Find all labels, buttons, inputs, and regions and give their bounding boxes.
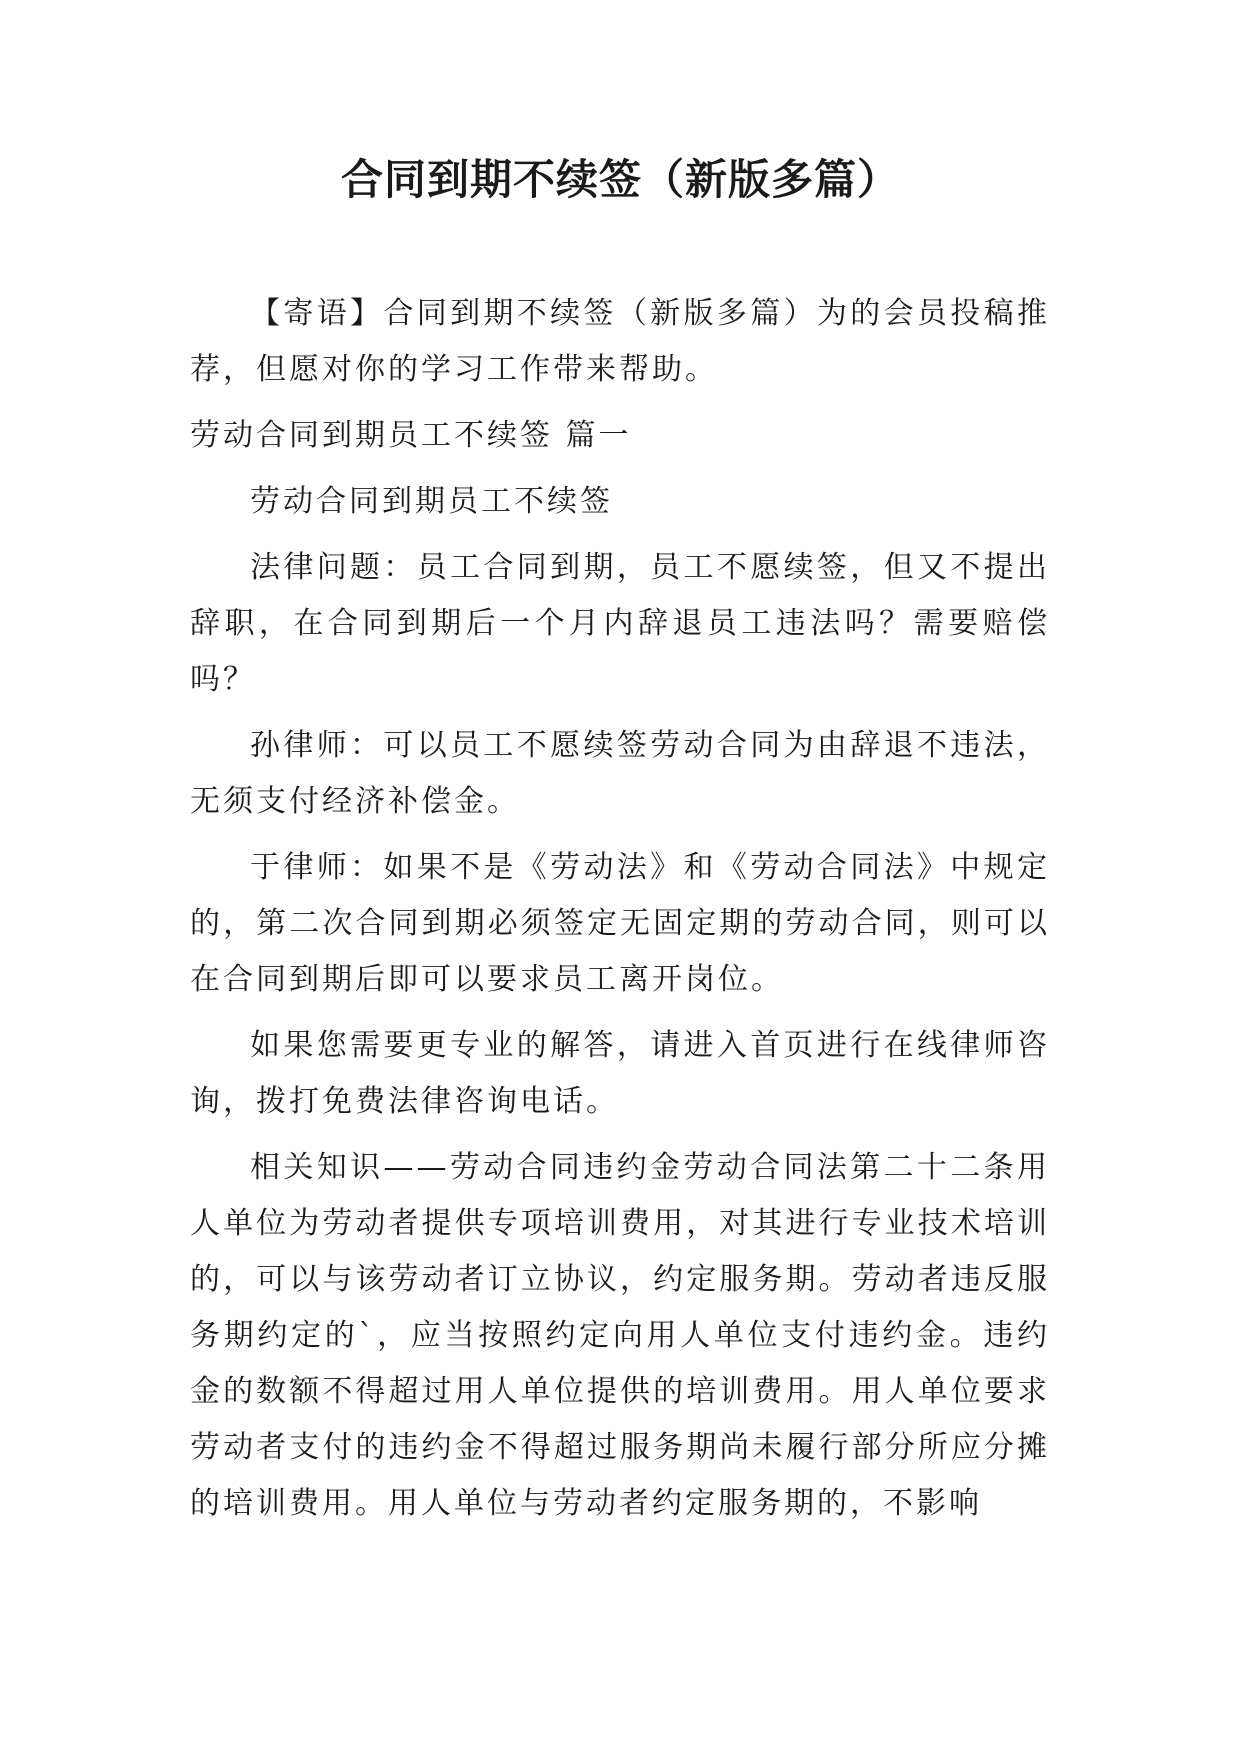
consult-paragraph: 如果您需要更专业的解答，请进入首页进行在线律师咨询，拨打免费法律咨询电话。: [190, 1028, 1050, 1119]
document-title: 合同到期不续签（新版多篇）: [340, 155, 900, 204]
lawyer-yu-paragraph: 于律师：如果不是《劳动法》和《劳动合同法》中规定的，第二次合同到期必须签定无固定期的劳动合同，则可以在合同到期后即可以要求员工离开岗位。: [190, 850, 1050, 997]
subtitle-paragraph: 劳动合同到期员工不续签: [250, 484, 613, 519]
lawyer-sun-paragraph: 孙律师：可以员工不愿续签劳动合同为由辞退不违法，无须支付经济补偿金。: [190, 728, 1050, 819]
related-knowledge-paragraph: 相关知识——劳动合同违约金劳动合同法第二十二条用人单位为劳动者提供专项培训费用，对其进行专业技术培训的，可以与该劳动者订立协议，约定服务期。劳动者违反服务期约定的`，应当按照约定向用人单位支付违约金。违约金的数额不得超过用人单位提供的培训费用。用人单位要求劳动者支付的违约金不得超过服务期尚未履行部分所应分摊的培训费用。用人单位与劳动者约定服务期的，不影响: [190, 1150, 1050, 1521]
intro-paragraph: 【寄语】合同到期不续签（新版多篇）为的会员投稿推荐，但愿对你的学习工作带来帮助。: [190, 296, 1050, 387]
question-paragraph: 法律问题：员工合同到期，员工不愿续签，但又不提出辞职，在合同到期后一个月内辞退员工违法吗？需要赔偿吗？: [190, 550, 1050, 697]
document-body: [190, 286, 1050, 1532]
section-heading: 劳动合同到期员工不续签 篇一: [190, 418, 632, 453]
